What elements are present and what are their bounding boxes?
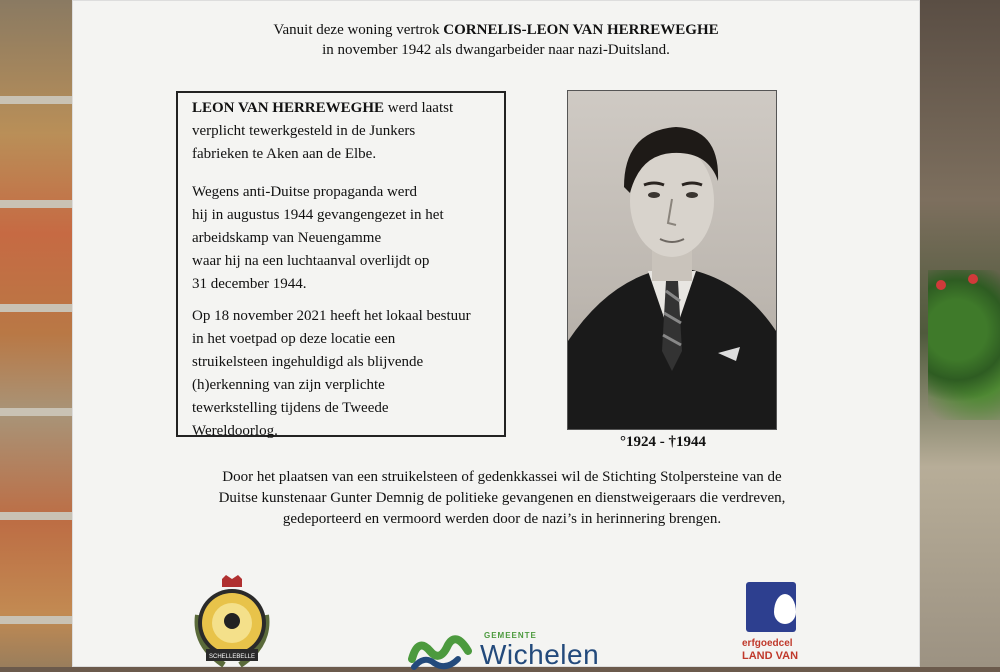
- wichelen-logo: [408, 625, 608, 670]
- stolpersteine-text: Door het plaatsen van een struikelsteen of gedenkkassei wil de Stichting Stolpersteine van de Duitse kunstenaar Gunter Demnig de politieke gevangenen en dienstweigeraars die verdreven, gedeporteerd en vermoord werden door de nazi’s in herinnering brengen.: [218, 469, 786, 527]
- bio-paragraph-1: LEON VAN HERREWEGHE werd laatst verplicht tewerkgesteld in de Junkers fabrieken te Aken aan de Elbe.: [192, 100, 454, 162]
- seal-ribbon-text: SCHELLEBELLE: [208, 654, 256, 660]
- header-name: CORNELIS-LEON VAN HERREWEGHE: [443, 22, 719, 38]
- life-dates: °1924 - †1944: [620, 434, 706, 450]
- erfgoedcel-line2: LAND VAN: [742, 650, 799, 662]
- bio-paragraph-2: Wegens anti-Duitse propaganda werd hij in augustus 1944 gevangengezet in het arbeidskamp van Neuengamme waar hij na een luchtaanval overlijdt op 31 december 1944.: [192, 184, 444, 292]
- background-right: [918, 0, 1000, 667]
- memorial-plaque: [72, 0, 920, 670]
- nsb-seal-logo: [184, 575, 280, 667]
- header-line2: in november 1942 als dwangarbeider naar nazi-Duitsland.: [322, 42, 670, 58]
- erfgoedcel-mark-icon: [746, 582, 796, 632]
- erfgoedcel-logo: [740, 582, 810, 667]
- wichelen-subtitle: GEMEENTE: [484, 631, 537, 640]
- flower-plant: [928, 270, 1000, 420]
- bio-name: LEON VAN HERREWEGHE: [192, 100, 384, 116]
- erfgoedcel-line1: erfgoedcel: [742, 638, 793, 649]
- plaque-header: [72, 20, 920, 60]
- portrait-photo: [567, 90, 777, 430]
- header-prefix: Vanuit deze woning vertrok: [273, 22, 440, 38]
- wichelen-brand: Wichelen: [480, 639, 600, 670]
- biography-box: [176, 91, 506, 437]
- bio-paragraph-3: Op 18 november 2021 heeft het lokaal bestuur in het voetpad op deze locatie een struikelsteen ingehuldigd als blijvende (h)erkenning van zijn verplichte tewerkstelling tijdens de Tweede Wereldoorlog.: [192, 308, 471, 439]
